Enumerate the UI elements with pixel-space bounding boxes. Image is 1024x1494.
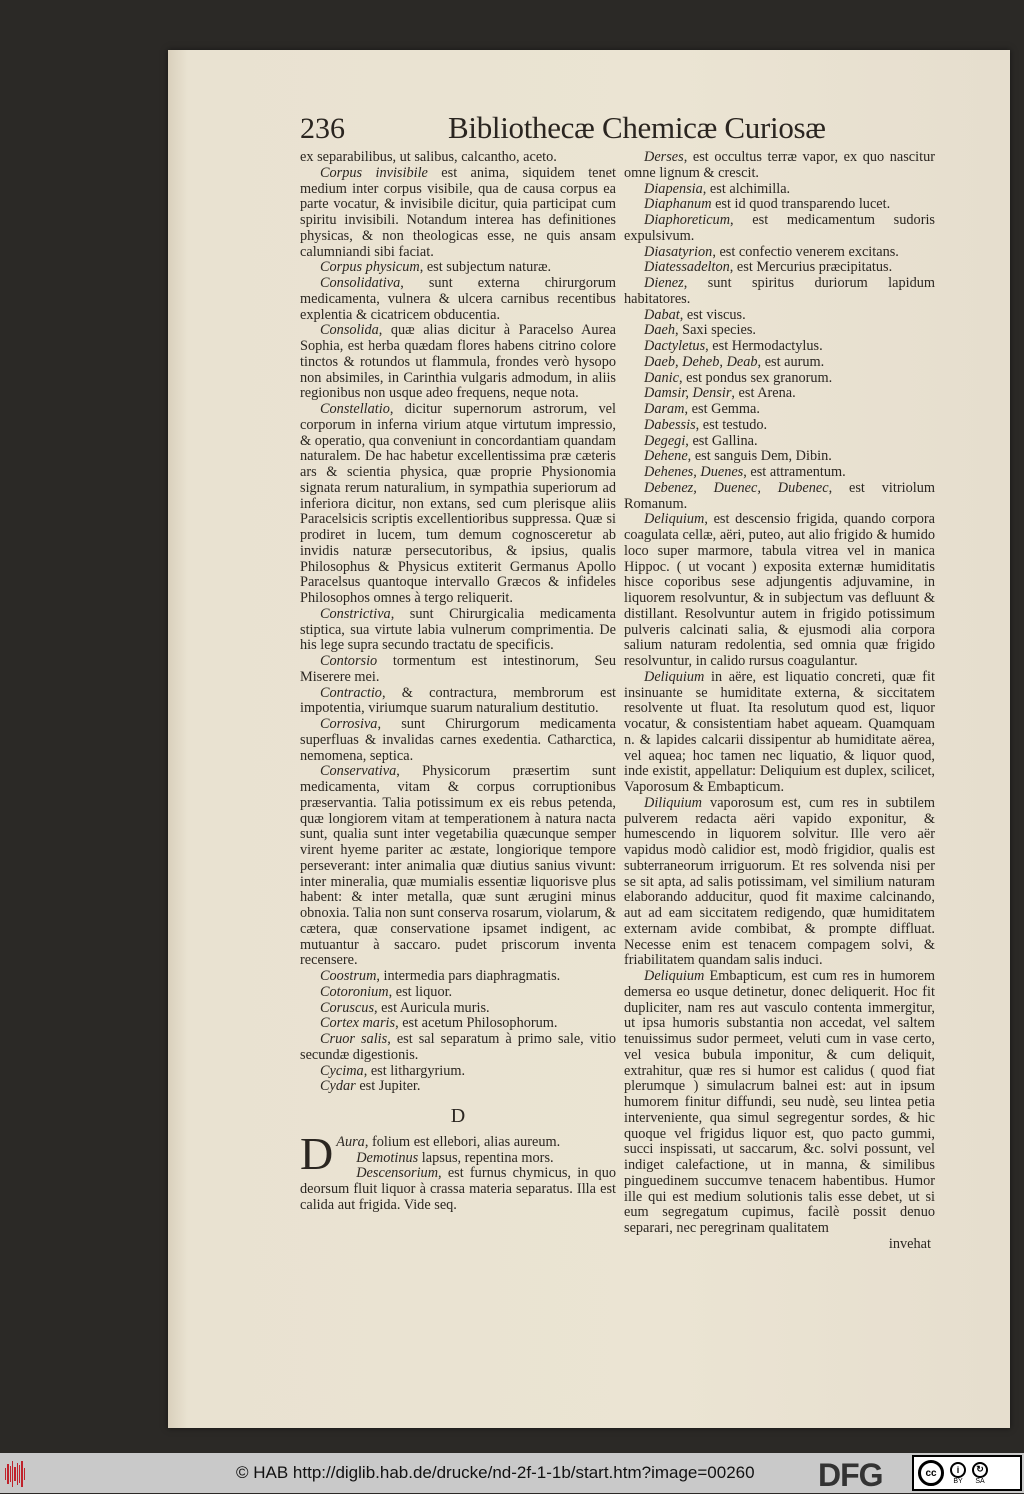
entry-text: , est aurum. <box>757 353 825 370</box>
dictionary-entry <box>300 969 616 985</box>
entry-term: Corpus physicum <box>320 259 420 276</box>
dictionary-entry <box>624 197 935 213</box>
entry-term: Consolidativa <box>320 275 401 291</box>
entry-term: Cruor salis <box>320 1031 388 1047</box>
entry-text: , folium est ellebori, alias aureum. <box>364 1133 561 1150</box>
entry-term: Coostrum <box>320 968 377 984</box>
dictionary-entry <box>624 182 935 198</box>
entry-text: , est pondus sex granorum. <box>678 369 833 386</box>
entry-term: Constellatio <box>320 401 390 417</box>
dictionary-entry <box>624 308 935 324</box>
entry-text: , est attramentum. <box>743 464 846 480</box>
entry-text: , est acetum Philosophorum. <box>395 1015 558 1032</box>
entry-term: Diasatyrion <box>644 243 713 260</box>
dictionary-entry <box>624 260 935 276</box>
entry-term: Consolida <box>320 322 379 339</box>
dictionary-entry <box>300 1016 616 1032</box>
entry-term: Daeb, Deheb, Deab <box>644 353 758 370</box>
entry-text: , est sal separatum à primo sale, vitio secundæ digestionis. <box>300 1031 616 1063</box>
entry-term: Daram <box>644 401 685 417</box>
entry-term: Corpus invisibile <box>320 164 428 181</box>
entry-text: , est alchimilla. <box>702 180 791 197</box>
cc-license-badge[interactable] <box>912 1455 1022 1491</box>
dictionary-entry <box>300 323 616 402</box>
entry-term: Corrosiva <box>320 716 378 732</box>
dictionary-entry <box>624 371 935 387</box>
entry-text: , est liquor. <box>388 983 453 1000</box>
dictionary-entry <box>624 796 935 969</box>
entry-text: , sunt Chirurgicalia medicamenta stiptica, sua virtute labia vulnerum comprimentia. De his lege supra secundo tractatu de specificis. <box>300 605 616 654</box>
sa-label: SA <box>975 1477 985 1485</box>
entry-term: Coruscus <box>320 999 375 1016</box>
entry-term: Diapensia <box>644 180 703 197</box>
dictionary-entry <box>624 670 935 796</box>
entry-text: , est confectio venerem excitans. <box>712 243 899 260</box>
entry-term: Diaphoreticum <box>644 212 731 228</box>
entry-term: Aura <box>336 1133 365 1150</box>
entry-term: Damsir, Densir <box>644 385 732 402</box>
entry-text: est Jupiter. <box>355 1078 421 1095</box>
dictionary-entry <box>300 166 616 261</box>
entry-term: Debenez, Duenec, Dubenec <box>644 479 829 496</box>
entry-text: , sunt spiritus duriorum lapidum habitatores. <box>624 275 935 307</box>
entry-term: Dactyletus <box>644 338 706 354</box>
page-number: 236 <box>300 112 345 145</box>
entry-text: est anima, siquidem tenet medium inter corpus visibile, qua de causa corpus ea parte vocatur, & invisibile dicitur, quia participat cum spiritu invisibili. Notandum interea has definitiones physicas, & non theologicas esse, ne quis ansam calumniandi sibi faciat. <box>300 164 616 260</box>
entry-text: , dicitur supernorum astrorum, vel corporum in inferna virium atque virtutum impressio, & operatio, qua conveniunt in concordantiam quandam naturalem. De hac habetur excellentissima præ cæteris ars & scientia physica, quæ proprie Physionomia signata rerum naturalium, in sympathia superiorum ad inferiora dicitur, non extans, sed cum plerisque aliis Paracelsicis scriptis excellentioribus suppressa. Quæ si prodiret in lucem, tum demum cognosceretur ab invidis naturæ persecutoribus, & ipsius, qualis Philosophus & Physicus extiterit Germanus Apollo Paracelsus quantoque intervallo Græcos & infideles Philosophos omnes à tergo reliquerit. <box>300 401 616 606</box>
dfg-logo: DFG <box>818 1457 883 1493</box>
section-heading-d: D <box>450 1105 466 1127</box>
dictionary-entry <box>624 213 935 245</box>
entry-text: Embapticum, est cum res in humorem demersa eo usque detinetur, donec deliquerit. Hoc fit dupliciter, nam res aut vasculo contenta immergitur, ut ipsa humoris substantia non accedat, vel saltem tenuissimus sudor permeet, veluti cum in vase certo, vel vesica bubula imponitur, & cum deliquit, extrahitur, quæ res si humor est calidus ( quod fiat plerumque ) simulacrum balnei est: aut in ipsum humorem finitur diffundi, seu nudè, seu lintea petia interveniente, qua simul segregentur sordes, & hic quoque vel frigidus liquor est, quo pacto gummi, succi inspissati, ut saccarum, &c. solvi possunt, vel indiget calefactione, ut in manna, & similibus pinguedinem succumve tenacem habentibus. Humor ille qui est medium solutionis talis esse debet, ut si eum segregatum cupimus, facilè possit denuo separari, nec peregrinam qualitatem <box>624 968 935 1236</box>
entry-text: , est occultus terræ vapor, ex quo nascitur omne lignum & crescit. <box>624 149 935 181</box>
dictionary-entry <box>624 512 935 670</box>
entry-term: Dehene <box>644 448 688 465</box>
dictionary-entry <box>624 276 935 308</box>
dictionary-entry <box>300 764 616 969</box>
entry-term: Daeh <box>644 322 675 339</box>
entry-term: Cycima <box>320 1062 364 1079</box>
dictionary-entry <box>624 418 935 434</box>
dictionary-entry <box>624 434 935 450</box>
entry-text: , est Gemma. <box>684 401 760 417</box>
dictionary-entry <box>624 355 935 371</box>
dictionary-entry <box>624 245 935 261</box>
entry-text: , est Mercurius præcipitatus. <box>729 259 893 276</box>
left-column <box>300 150 616 1214</box>
entry-text: tormentum est intestinorum, Seu Miserere mei. <box>300 653 616 685</box>
entry-text: , intermedia pars diaphragmatis. <box>376 968 561 984</box>
dictionary-entry <box>300 150 616 166</box>
dictionary-entry <box>300 1166 616 1213</box>
entry-term: Cotoronium <box>320 983 389 1000</box>
dictionary-entry <box>300 276 616 323</box>
entry-term: Deliquium <box>644 968 705 984</box>
entry-term: Dehenes, Duenes <box>644 464 744 480</box>
dictionary-entry <box>624 150 935 182</box>
entry-text: , est subjectum naturæ. <box>419 259 552 276</box>
entry-text: vaporosum est, cum res in subtilem pulverem redacta aëri vapido exponitur, & humescendo in liquorem solvitur. Ille vero aër vapidus modò calidior est, modò frigidior, qualis est subterraneorum irriguorum. Et res solvenda nisi per se sit apta, ad salis potissimam, vel similium naturam elaborando adducitur, quod fit maxime calcinando, aut ad eam siccitatem redigendo, quæ humiditatem externam avide combibat, & prompte diffluat. Necesse enim est tenacem compagem solvi, & friabilitatem quandam salis induci. <box>624 794 935 969</box>
by-icon: i <box>950 1462 966 1478</box>
entry-text: est id quod transparendo lucet. <box>711 196 891 213</box>
dictionary-entry <box>624 481 935 513</box>
entry-text: , sunt externa chirurgorum medicamenta, vulnera & ulcera carnibus recentibus explentia & cicatricem obducentia. <box>300 275 616 323</box>
entry-text: , est descensio frigida, quando corpora coagulata cellæ, aëri, puteo, aut alio frigido & humido loco super marmore, tabula vitrea vel in manica Hippoc. ( ut vocant ) exposita externæ humiditatis hisce coporibus sese adjungentis adjuvamine, in liquorem resolvuntur, & in subjectum vas defluunt & distillant. Resolvuntur autem in frigido potissimum pulveris calcinati salia, & ejusmodi alia corpora salium naturam redolentia, sed omnia quæ frigido resolvuntur, in calido rursus coagulantur. <box>624 511 935 669</box>
entry-term: Danic <box>644 369 679 386</box>
entry-term: Descensorium <box>356 1165 439 1182</box>
dictionary-entry <box>300 985 616 1001</box>
entry-term: Diatessadelton <box>644 259 730 276</box>
by-label: BY <box>953 1477 963 1485</box>
entry-text: , est Arena. <box>731 385 796 402</box>
entry-term: Diaphanum <box>644 196 712 213</box>
catchword: invehat <box>888 1235 931 1252</box>
dictionary-entry <box>624 386 935 402</box>
entry-term: Dienez <box>644 275 684 291</box>
entry-text: , est testudo. <box>695 416 768 433</box>
dictionary-entry <box>624 465 935 481</box>
entry-text: , est Auricula muris. <box>374 999 490 1016</box>
entry-term: Contractio <box>320 684 382 701</box>
sa-icon: ↻ <box>972 1462 988 1478</box>
entry-term: Cydar <box>320 1078 356 1095</box>
dictionary-entry <box>300 1064 616 1080</box>
copyright-link[interactable]: © HAB http://diglib.hab.de/drucke/nd-2f-1-1b/start.htm?image=00260 <box>236 1463 755 1482</box>
dictionary-entry <box>300 1079 616 1095</box>
dictionary-entry <box>300 1032 616 1064</box>
right-column <box>624 150 935 1253</box>
entry-term: Dabat <box>644 306 680 323</box>
entry-term: Demotinus <box>356 1149 419 1166</box>
entry-term: Diliquium <box>644 794 702 811</box>
entry-text: , est lithargyrium. <box>363 1062 466 1079</box>
entry-text: , est sanguis Dem, Dibin. <box>687 448 832 465</box>
entry-text: , sunt Chirurgorum medicamenta superfluas & invalidas carnes exedentia. Catharctica, nemomena, septica. <box>300 716 616 764</box>
dictionary-entry <box>300 717 616 764</box>
dictionary-entry <box>624 969 935 1237</box>
entry-text: , est Gallina. <box>685 432 758 449</box>
entry-text: lapsus, repentina mors. <box>418 1149 554 1166</box>
entry-term: Degegi <box>644 432 686 449</box>
entry-text: , est furnus chymicus, in quo deorsum fluit liquor à crassa materia separatus. Illa est calida aut frigida. Vide seq. <box>300 1165 616 1213</box>
entry-text: , est Hermodactylus. <box>705 338 823 354</box>
entry-text: , Saxi species. <box>674 322 756 339</box>
dictionary-entry <box>300 607 616 654</box>
dictionary-entry <box>624 339 935 355</box>
dictionary-entry <box>624 449 935 465</box>
drop-cap: D <box>300 1127 334 1179</box>
entry-term: Derses <box>644 149 684 165</box>
entry-term: Deliquium <box>644 511 705 528</box>
dictionary-entry <box>300 402 616 607</box>
entry-text: , & contractura, membrorum est impotentia, viriumque suarum naturalium destitutio. <box>300 684 616 717</box>
entry-text: , est vitriolum Romanum. <box>624 479 935 512</box>
dictionary-entry <box>624 402 935 418</box>
footer-bar <box>0 1453 1024 1493</box>
entry-text: , est medicamentum sudoris expulsivum. <box>624 212 935 244</box>
dictionary-entry <box>624 323 935 339</box>
dictionary-entry <box>300 654 616 686</box>
dictionary-entry <box>300 1151 616 1167</box>
entry-term: Cortex maris <box>320 1015 396 1032</box>
cc-icon: cc <box>918 1460 944 1486</box>
entry-term: Dabessis <box>644 416 696 433</box>
entry-term: Contorsio <box>320 653 378 669</box>
running-head: Bibliothecæ Chemicæ Curiosæ <box>448 110 826 145</box>
entry-term: Conservativa <box>320 763 397 780</box>
entry-text: , Physicorum præsertim sunt medicamenta, vitam & corpus corruptionibus præservantia. Talia potissimum ex eis rebus petenda, quæ longiorem vitam at temperationem à natura nacta sunt, qualia sunt inter vegetabilia quæcunque semper virent hyeme pariter ac æstate, longiorique tempore perseverant: inter animalia quæ diutius sanius vivunt: inter mineralia, quæ mumialis essentiæ liquorisve plus habent: & inter metalla, quæ sunt ærugini minus obnoxia. Talia non sunt conserva rosarum, violarum, & cætera, quæ conservatione ipsamet indigent, ac mutuantur à saccaro. pudet priscorum inventa recensere. <box>300 763 616 969</box>
entry-text: ex separabilibus, ut salibus, calcantho, aceto. <box>300 149 557 165</box>
dictionary-entry <box>300 260 616 276</box>
hab-logo-icon <box>5 1461 25 1487</box>
entry-text: , quæ alias dicitur à Paracelso Aurea Sophia, est herba quædam flores habens citrino colore tinctos & rotundos ut flammula, frondes verò hysopo non absimiles, in Carinthia vulgaris admodum, in aliis regionibus non usque adeo frequens, neque nota. <box>300 322 616 402</box>
entry-text: in aëre, est liquatio concreti, quæ fit insinuante se humiditate externa, & siccitatem resolvente ut fluat. Ita resolutum quod est, liquor vocatur, & consistentiam habet aqueam. Quamquam n. & lapides calcarii dissipentur ab humiditate aërea, vel aquea; hoc tamen nec liquatio, & liquor quod, inde existit, appellatur: Deliquium est duplex, scilicet, Vaporosum & Embapticum. <box>624 668 935 795</box>
entry-term: Deliquium <box>644 668 705 685</box>
dictionary-entry <box>300 686 616 718</box>
entry-term: Constrictiva <box>320 605 391 622</box>
entry-text: , est viscus. <box>679 306 746 323</box>
dictionary-entry <box>300 1001 616 1017</box>
